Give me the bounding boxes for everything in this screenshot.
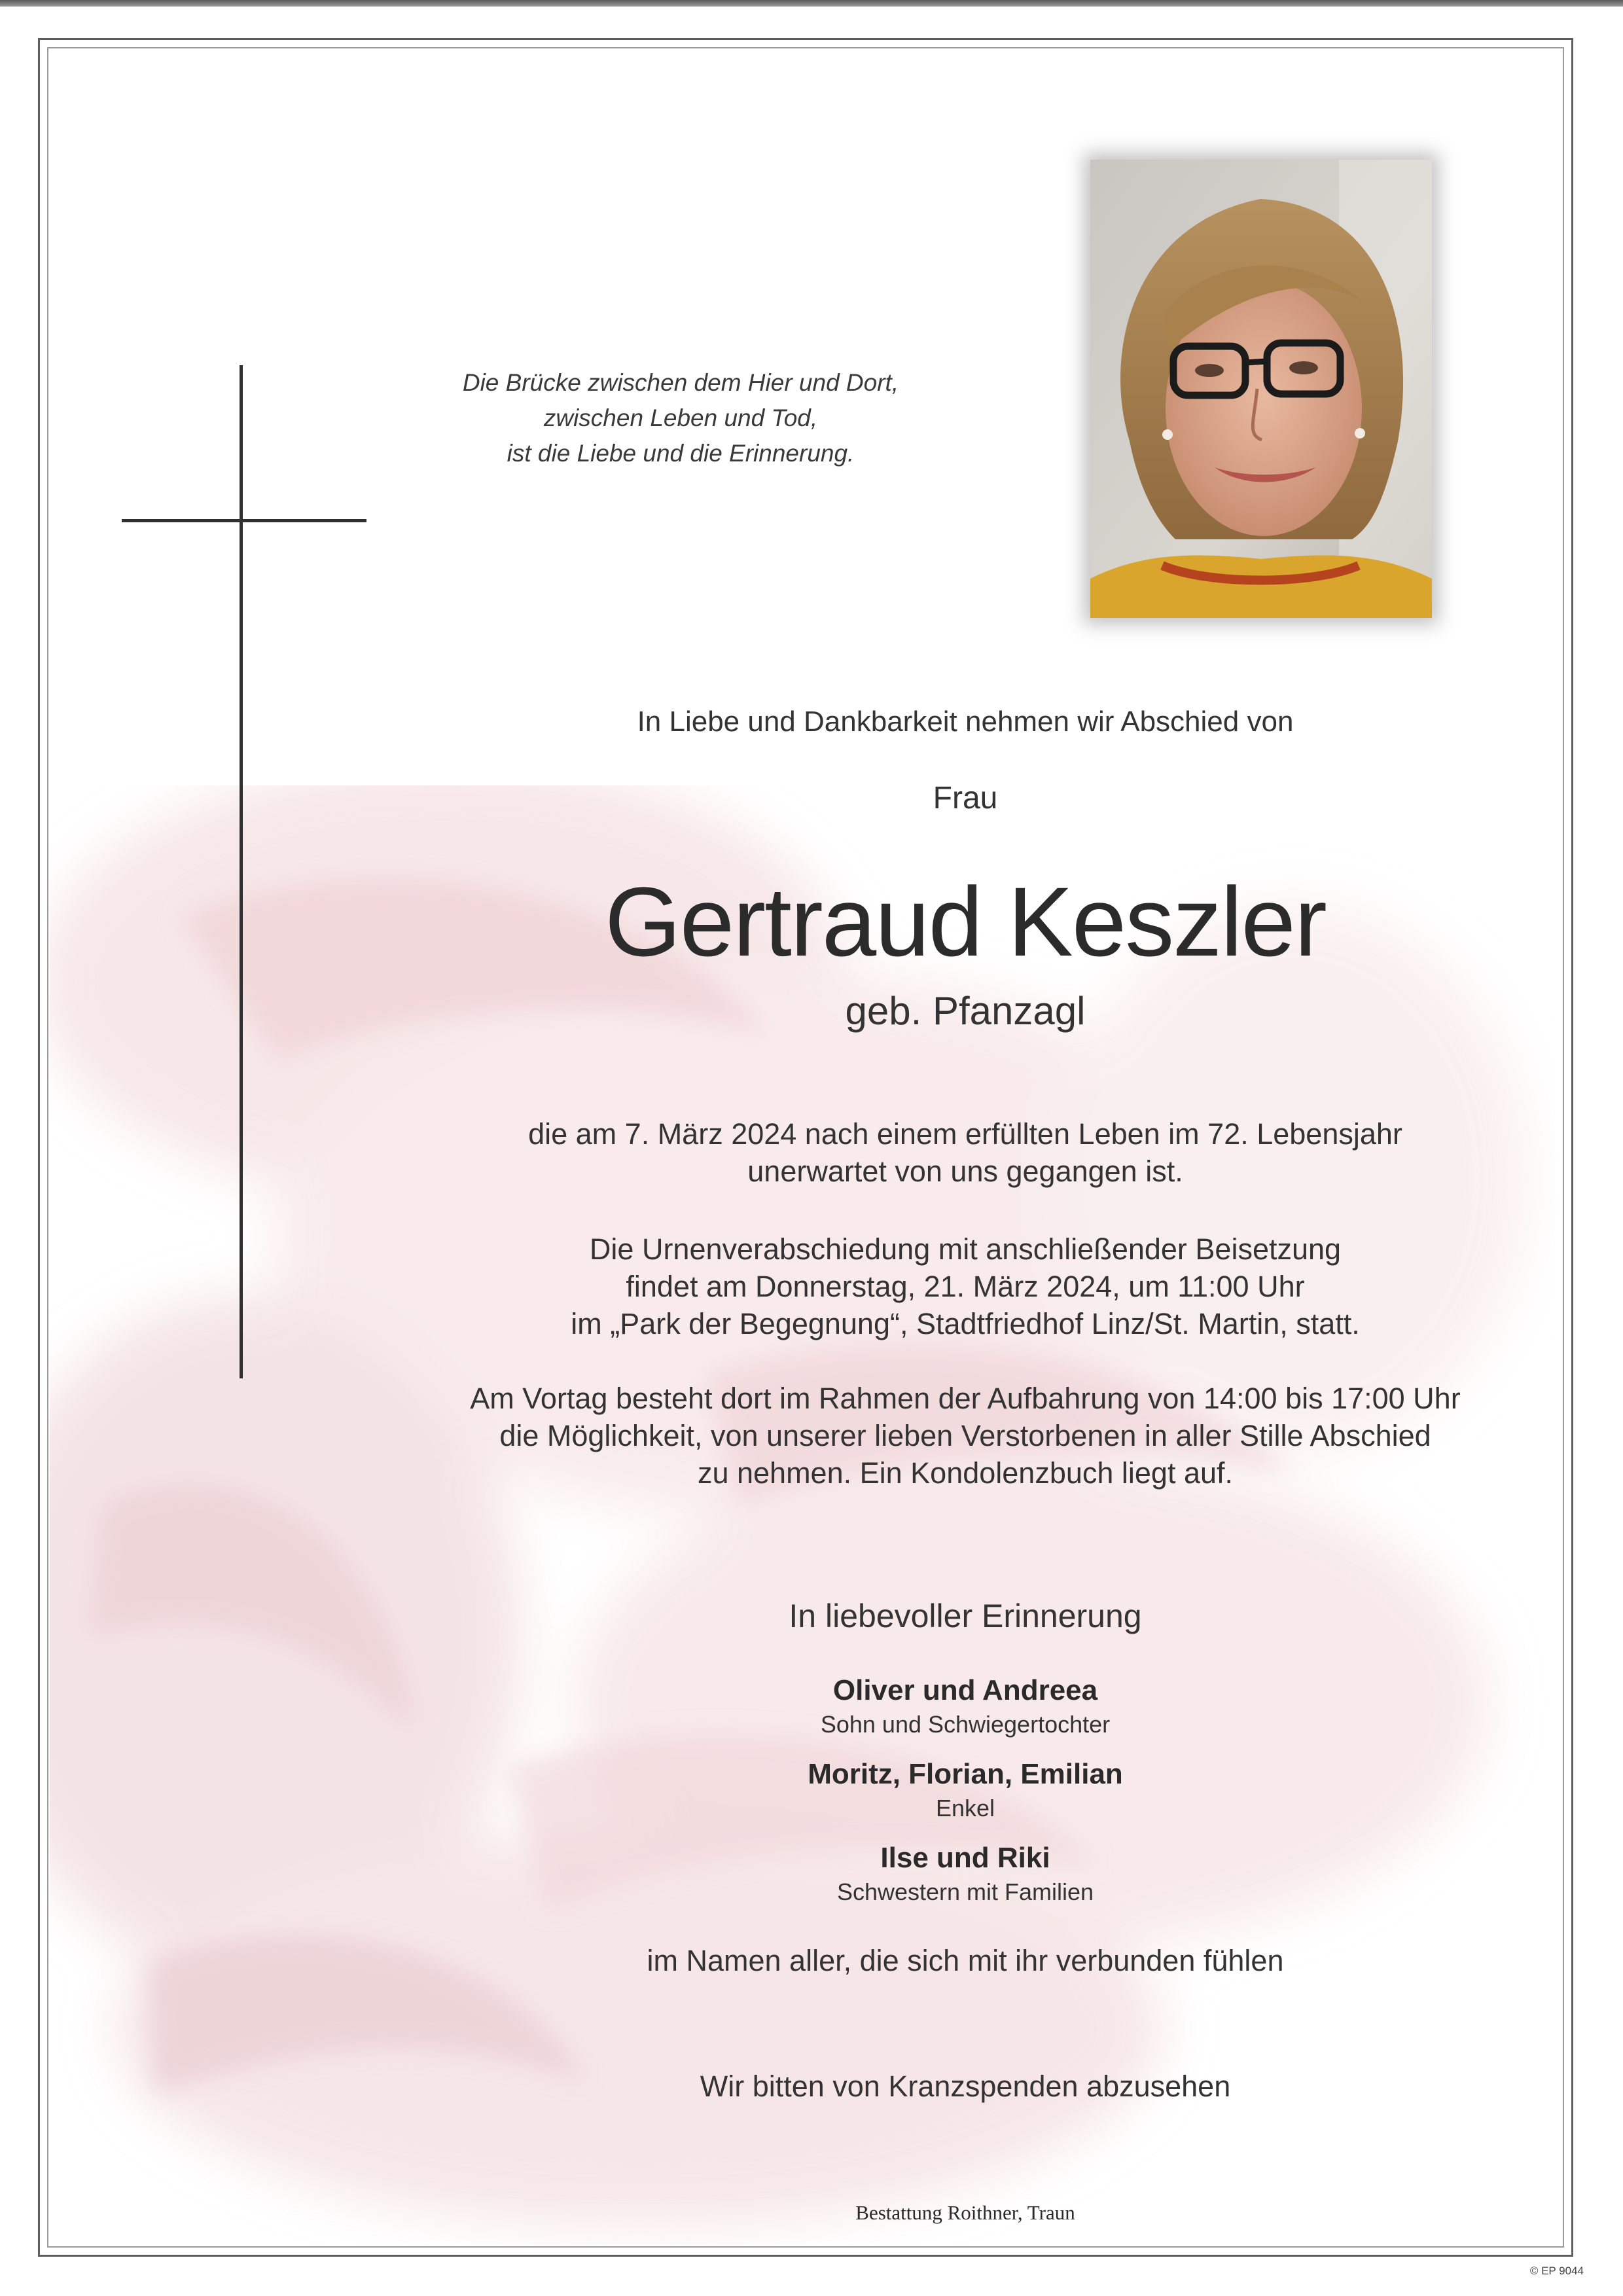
quote-line: Die Brücke zwischen dem Hier und Dort, — [462, 369, 899, 396]
portrait-photo — [1090, 160, 1432, 618]
mourner-relation: Enkel — [935, 1795, 995, 1821]
quote-line: ist die Liebe und die Erinnerung. — [507, 440, 855, 467]
salutation: Frau — [933, 781, 998, 816]
quote-line: zwischen Leben und Tod, — [543, 404, 818, 431]
copyright-mark: © EP 9044 — [1529, 2265, 1584, 2277]
mourner-names: Ilse und Riki — [880, 1842, 1050, 1874]
paragraph-line: im „Park der Begegnung“, Stadtfriedhof Linz/St. Martin, statt. — [571, 1307, 1360, 1340]
paragraph-line: unerwartet von uns gegangen ist. — [747, 1155, 1183, 1188]
paragraph-line: zu nehmen. Ein Kondolenzbuch liegt auf. — [697, 1456, 1234, 1490]
memorial-quote — [419, 365, 942, 471]
mourner-names: Oliver und Andreea — [832, 1674, 1098, 1706]
wreath-request: Wir bitten von Kranzspenden abzusehen — [700, 2070, 1231, 2103]
cross-horizontal-beam — [122, 519, 366, 522]
paragraph-line: findet am Donnerstag, 21. März 2024, um 11:00 Uhr — [626, 1270, 1305, 1303]
scan-edge — [0, 0, 1623, 7]
mourner-relation: Schwestern mit Familien — [836, 1878, 1094, 1905]
mourner-relation: Sohn und Schwiegertochter — [820, 1711, 1111, 1738]
deceased-name: Gertraud Keszler — [605, 867, 1326, 977]
maiden-name: geb. Pfanzagl — [845, 989, 1086, 1033]
paragraph-line: die Möglichkeit, von unserer lieben Verstorbenen in aller Stille Abschied — [499, 1419, 1431, 1452]
paragraph-line: die am 7. März 2024 nach einem erfüllten Leben im 72. Lebensjahr — [528, 1117, 1402, 1151]
closing-line: im Namen aller, die sich mit ihr verbunden fühlen — [647, 1944, 1284, 1977]
paragraph-line: Die Urnenverabschiedung mit anschließender Beisetzung — [589, 1232, 1342, 1266]
mourner-names: Moritz, Florian, Emilian — [808, 1758, 1123, 1790]
death-announcement — [458, 1115, 1472, 1190]
remembrance-heading: In liebevoller Erinnerung — [789, 1598, 1142, 1634]
paragraph-line: Am Vortag besteht dort im Rahmen der Aufbahrung von 14:00 bis 17:00 Uhr — [470, 1382, 1461, 1415]
viewing-details — [458, 1380, 1472, 1492]
cross-vertical-beam — [240, 365, 243, 1378]
ceremony-details — [458, 1230, 1472, 1342]
undertaker-credit: Bestattung Roithner, Traun — [855, 2201, 1075, 2224]
intro-line: In Liebe und Dankbarkeit nehmen wir Abschied von — [637, 706, 1294, 738]
